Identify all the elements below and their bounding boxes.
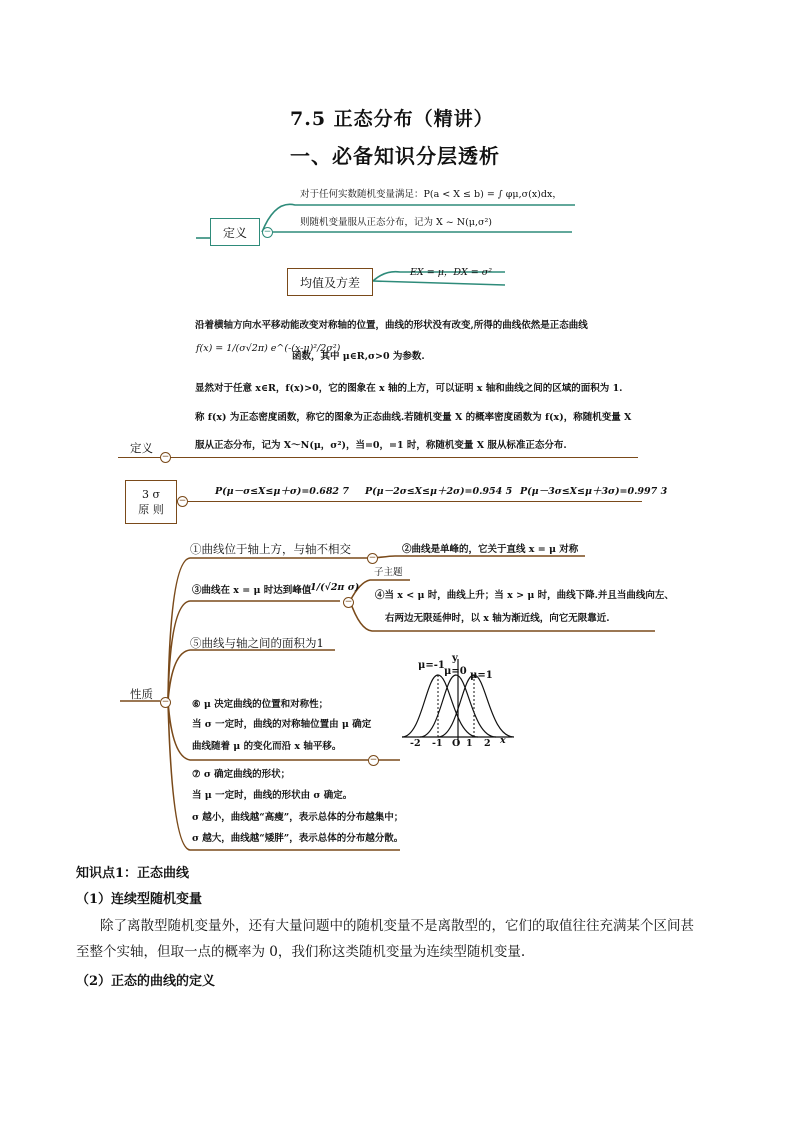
property-7-line-4: σ 越大，曲线越“矮胖”，表示总体的分布越分散。 — [192, 833, 404, 844]
heading-continuous: （1）连续型随机变量 — [76, 892, 203, 907]
property-4-line-2: 右两边无限延伸时，以 x 轴为渐近线，向它无限靠近. — [385, 613, 610, 624]
page-title: 7.5 正态分布（精讲） — [290, 108, 494, 130]
collapse-icon[interactable]: − — [368, 553, 377, 563]
collapse-icon[interactable]: − — [263, 227, 272, 237]
heading-curve-definition: （2）正态的曲线的定义 — [76, 974, 216, 989]
property-6-line-2: 当 σ 一定时，曲线的对称轴位置由 μ 确定 — [192, 719, 372, 730]
curve-mu-1 — [438, 675, 514, 737]
def-line-4: 称 f(x) 为正态密度函数，称它的图象为正态曲线.若随机变量 X 的概率密度函数为 f(x)，称随机变量 X — [195, 412, 632, 423]
collapse-icon[interactable]: − — [161, 697, 170, 707]
property-6-line-3: 曲线随着 μ 的变化而沿 x 轴平移。 — [192, 741, 342, 752]
property-2: ②曲线是单峰的，它关于直线 x = μ 对称 — [402, 544, 579, 555]
collapse-icon[interactable]: − — [161, 452, 170, 462]
def-line-5: 服从正态分布，记为 X～N(μ，σ²)，当=0，=1 时，称随机变量 X 服从标准正态分布. — [195, 440, 567, 451]
property-7-line-1: ⑦ σ 确定曲线的形状； — [192, 769, 291, 780]
y-axis-label: y — [452, 653, 458, 664]
properties-label: 性质 — [130, 687, 153, 701]
tick-label: -1 — [432, 738, 443, 749]
def-line-1: 沿着横轴方向水平移动能改变对称轴的位置，曲线的形状没有改变,所得的曲线依然是正态曲线 — [195, 320, 588, 331]
three-sigma-title: 3 σ — [141, 488, 160, 501]
three-sigma-p3: P(μ－3σ≤X≤μ＋3σ)=0.997 3 — [520, 486, 668, 497]
tick-label: 2 — [484, 738, 491, 749]
property-6-line-1: ⑥ μ 决定曲线的位置和对称性； — [192, 699, 329, 710]
collapse-icon[interactable]: − — [178, 496, 187, 506]
def-box: 定义 — [210, 218, 260, 246]
x-axis-label: x — [500, 735, 506, 746]
three-sigma-subtitle: 原 则 — [138, 503, 164, 516]
property-1: ①曲线位于轴上方，与轴不相交 — [190, 542, 351, 556]
knowledge-point-heading: 知识点1：正态曲线 — [76, 866, 190, 881]
normal-density-formula: f(x) = 1/(σ√2π) e^(-(x-μ)²/2σ²) — [196, 343, 341, 354]
three-sigma-p1: P(μ－σ≤X≤μ＋σ)=0.682 7 — [215, 486, 349, 497]
collapse-icon[interactable]: − — [344, 597, 353, 607]
paragraph-line-2: 至整个实轴，但取一点的概率为 0，我们称这类随机变量为连续型随机变量. — [76, 944, 526, 960]
mu-label-0: μ=0 — [444, 666, 467, 677]
three-sigma-p2: P(μ－2σ≤X≤μ＋2σ)=0.954 5 — [365, 486, 513, 497]
section-subtitle: 一、必备知识分层透析 — [290, 144, 500, 168]
definition-label: 定义 — [130, 441, 153, 455]
property-7-line-3: σ 越小，曲线越“高瘦”，表示总体的分布越集中； — [192, 812, 404, 823]
collapse-icon[interactable]: − — [369, 755, 378, 765]
def-text-2: 则随机变量服从正态分布，记为 X ~ N(μ,σ²) — [300, 217, 492, 228]
def-line-2: 函数，其中 μ∈R,σ>0 为参数. — [292, 351, 425, 362]
property-7-line-2: 当 μ 一定时，曲线的形状由 σ 确定。 — [192, 790, 353, 801]
mean-variance-box: 均值及方差 — [287, 268, 373, 296]
mu-label-neg1: μ=-1 — [418, 660, 445, 671]
mu-label-1: μ=1 — [470, 670, 493, 681]
property-4-line-1: ④当 x < μ 时，曲线上升；当 x > μ 时，曲线下降.并且当曲线向左、 — [375, 590, 674, 601]
paragraph-line-1: 除了离散型随机变量外，还有大量问题中的随机变量不是离散型的，它们的取值往往充满某个区间甚 — [100, 918, 694, 934]
def-text-1: 对于任何实数随机变量满足：P(a < X ≤ b) = ∫ φμ,σ(x)dx， — [300, 189, 562, 200]
property-5: ⑤曲线与轴之间的面积为1 — [190, 636, 324, 650]
subtopic-label: 子主题 — [374, 567, 403, 578]
tick-label: O — [452, 738, 461, 749]
property-3-peak: 1/(√2π σ) — [310, 582, 360, 593]
tick-label: -2 — [410, 738, 421, 749]
tick-label: 1 — [466, 738, 473, 749]
def-line-3: 显然对于任意 x∈R，f(x)>0，它的图象在 x 轴的上方，可以证明 x 轴和曲线之间的区域的面积为 1. — [195, 383, 623, 394]
property-3: ③曲线在 x = μ 时达到峰值 — [192, 585, 312, 596]
mean-variance-text: EX = μ，DX = σ² — [410, 267, 493, 278]
